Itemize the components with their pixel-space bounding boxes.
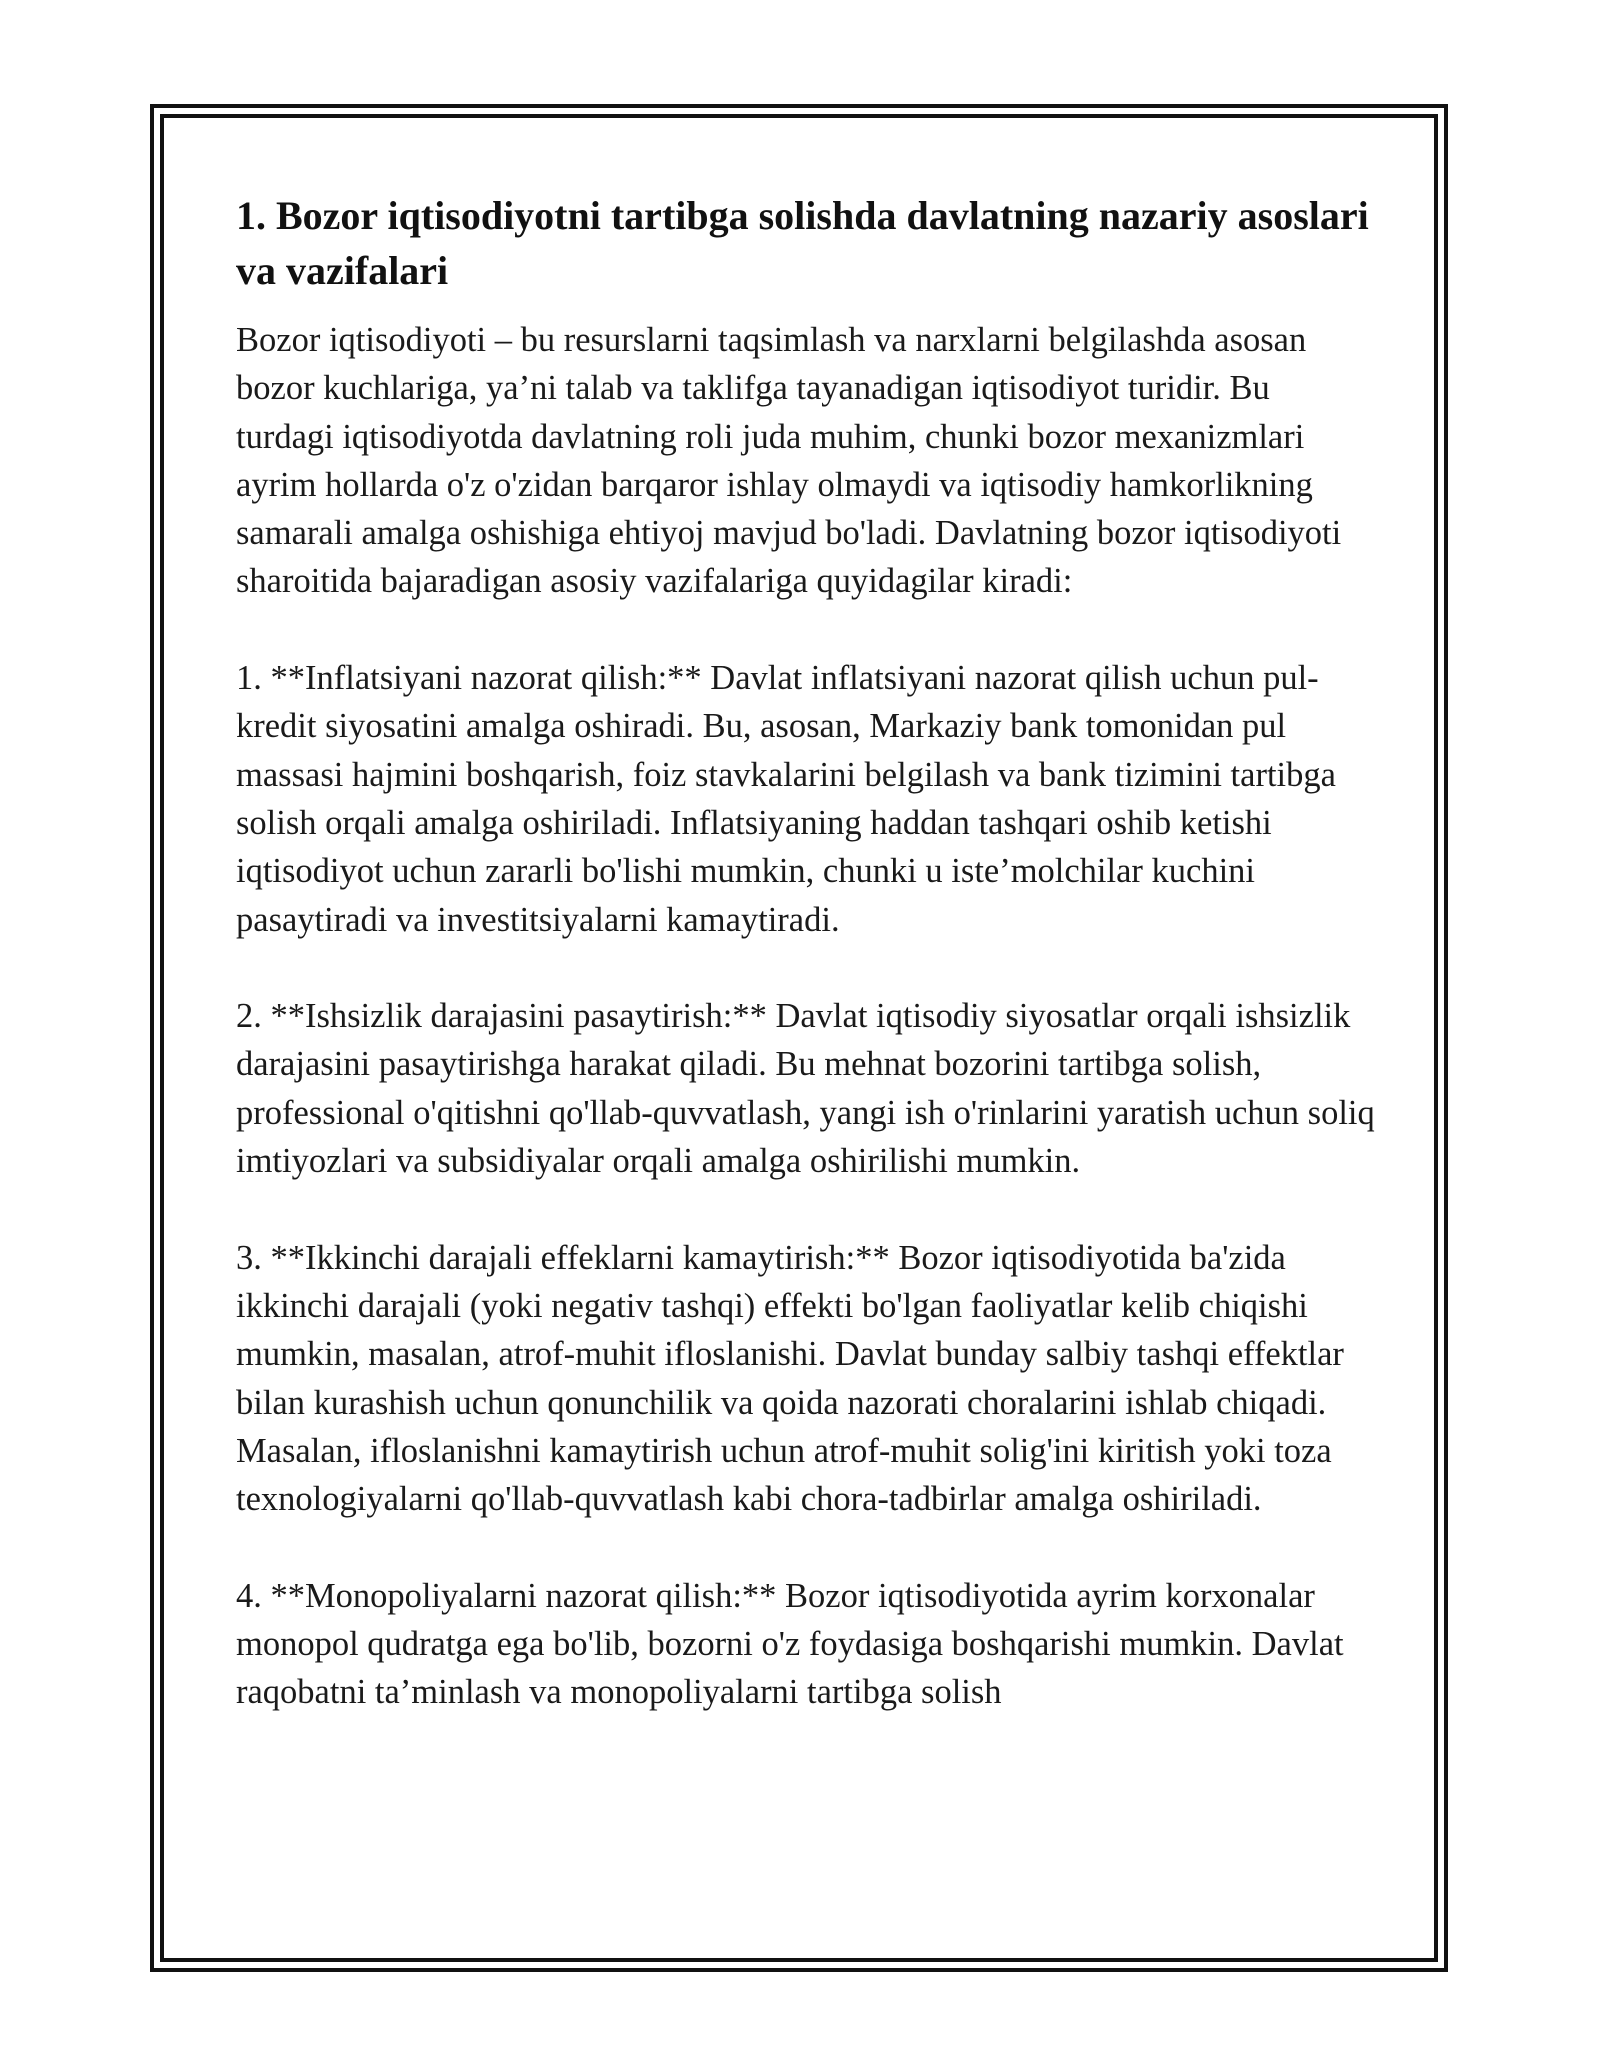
- list-item-inflation: 1. **Inflatsiyani nazorat qilish:** Davlat inflatsiyani nazorat qilish uchun pul-kredit siyosatini amalga oshiradi. Bu, asosan, Markaziy bank tomonidan pul massasi hajmini boshqarish, foiz stavkalarini belgilash va bank tizimini tartibga solish orqali amalga oshiriladi. Inflatsiyaning haddan tashqari oshib ketishi iqtisodiyot uchun zararli bo'lishi mumkin, chunki u iste’molchilar kuchini pasaytiradi va investitsiyalarni kamaytiradi.: [236, 659, 1336, 939]
- document-body: [236, 188, 1376, 1765]
- list-item-externalities: 3. **Ikkinchi darajali effeklarni kamaytirish:** Bozor iqtisodiyotida ba'zida ikkinchi darajali (yoki negativ tashqi) effekti bo'lgan faoliyatlar kelib chiqishi mumkin, masalan, atrof-muhit ifloslanishi. Davlat bunday salbiy tashqi effektlar bilan kurashish uchun qonunchilik va qoida nazorati choralarini ishlab chiqadi. Masalan, ifloslanishni kamaytirish uchun atrof-muhit solig'ini kiritish yoki toza texnologiyalarni qo'llab-quvvatlash kabi chora-tadbirlar amalga oshiriladi.: [236, 1238, 1344, 1519]
- list-item-monopolies: 4. **Monopoliyalarni nazorat qilish:** Bozor iqtisodiyotida ayrim korxonalar monopol qudratga ega bo'lib, bozorni o'z foydasiga boshqarishi mumkin. Davlat raqobatni ta’minlash va monopoliyalarni tartibga solish: [236, 1576, 1344, 1712]
- intro-paragraph: Bozor iqtisodiyoti – bu resurslarni taqsimlash va narxlarni belgilashda asosan bozor kuchlariga, ya’ni talab va taklifga tayanadigan iqtisodiyot turidir. Bu turdagi iqtisodiyotda davlatning roli juda muhim, chunki bozor mexanizmlari ayrim hollarda o'z o'zidan barqaror ishlay olmaydi va iqtisodiy hamkorlikning samarali amalga oshishiga ehtiyoj mavjud bo'ladi. Davlatning bozor iqtisodiyoti sharoitida bajaradigan asosiy vazifalariga quyidagilar kiradi:: [236, 321, 1342, 601]
- list-item-unemployment: 2. **Ishsizlik darajasini pasaytirish:** Davlat iqtisodiy siyosatlar orqali ishsizlik darajasini pasaytirishga harakat qiladi. Bu mehnat bozorini tartibga solish, professional o'qitishni qo'llab-quvvatlash, yangi ish o'rinlarini yaratish uchun soliq imtiyozlari va subsidiyalar orqali amalga oshirilishi mumkin.: [236, 997, 1375, 1181]
- section-heading: 1. Bozor iqtisodiyotni tartibga solishda davlatning nazariy asoslari va vazifalari: [236, 193, 1369, 293]
